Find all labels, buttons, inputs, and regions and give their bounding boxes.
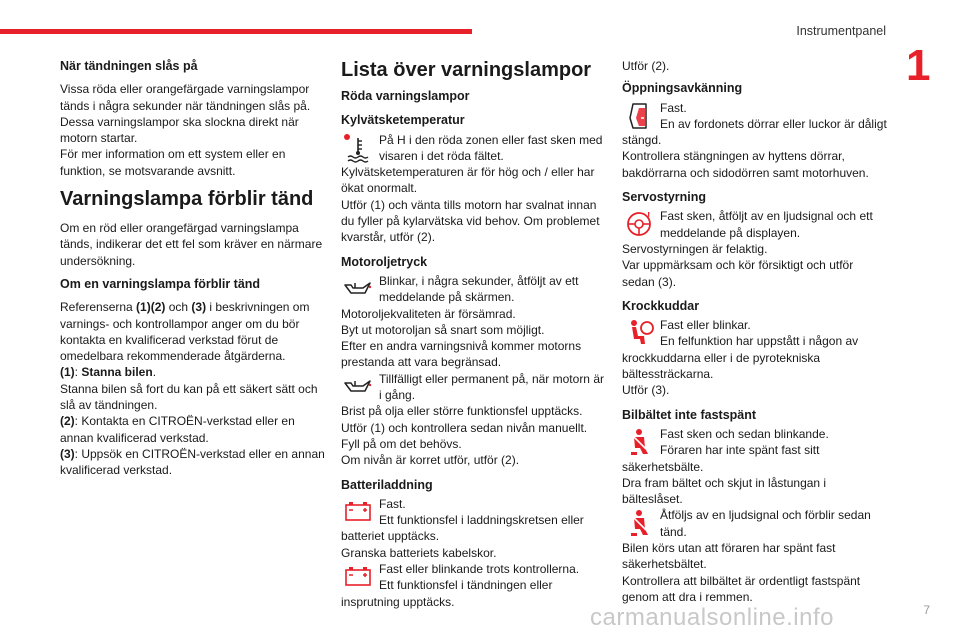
ignition-heading: När tändningen slås på — [60, 59, 198, 73]
door-lead-b: En av fordonets dörrar eller luckor är dåligt stängd. — [622, 116, 887, 148]
oil-text-5: Utför (1) och kontrollera sedan nivån manuellt. — [341, 420, 588, 435]
steering-title: Servostyrning — [622, 190, 707, 205]
chapter-number: 1 — [906, 41, 931, 90]
seatbelt-icon — [622, 426, 656, 458]
belt-lead-1b: Föraren har inte spänt fast sitt säkerhetsbälte. — [622, 443, 820, 474]
steering-text-2: Var uppmärksam och kör försiktigt och utför sedan (3). — [622, 258, 854, 289]
door-title: Öppningsavkänning — [622, 81, 743, 96]
column-right — [622, 58, 887, 605]
battery-lead-2: Fast eller blinkande trots kontrollerna. — [379, 562, 580, 577]
ignition-text-1: Vissa röda eller orangefärgade varningslampor tänds i några sekunder när tändningen slås på. Dessa varningslampor ska slockna direkt när motorn startar. — [60, 82, 311, 146]
references-paragraph: Referenserna (1)(2) och (3) i beskrivningen om varnings- och kontrollampor anger om du bör kontakta en kvalificerad verkstad förut de omedelbara rekommenderade åtgärderna. — [60, 300, 310, 364]
column-middle — [341, 58, 609, 610]
seatbelt-icon — [622, 507, 656, 539]
watermark: carmanualsonline.info — [590, 604, 834, 631]
battery-title: Batteriladdning — [341, 477, 433, 492]
stays-on-heading: Varningslampa förblir tänd — [60, 188, 314, 211]
battery-text-1: Granska batteriets kabelskor. — [341, 545, 497, 560]
door-lead: Fast. — [660, 100, 687, 115]
oil-lead-2: Tillfälligt eller permanent på, när motorn är i gång. — [379, 371, 604, 403]
airbag-title: Krockkuddar — [622, 298, 700, 313]
oil-text-1: Motoroljekvaliteten är försämrad. — [341, 306, 516, 321]
oil-text-4: Brist på olja eller större funktionsfel upptäcks. — [341, 404, 583, 419]
svg-text:!: ! — [647, 211, 651, 223]
belt-text-3: Kontrollera att bilbältet är ordentligt fastspänt genom att dra i remmen. — [622, 573, 861, 604]
battery-lead-1b: Ett funktionsfel i laddningskretsen eller batteriet upptäcks. — [341, 513, 584, 544]
section-title: Instrumentpanel — [796, 24, 886, 38]
ignition-text-2: För mer information om ett system eller en funktion, se motsvarande avsnitt. — [60, 147, 286, 178]
battery-lead-1: Fast. — [379, 496, 406, 511]
if-on-heading: Om en varningslampa förblir tänd — [60, 276, 261, 291]
note-1: (1): Stanna bilen. — [60, 365, 157, 380]
red-lamps-heading: Röda varningslampor — [341, 89, 470, 103]
power-steering-icon — [622, 208, 656, 240]
belt-lead-2: Åtföljs av en ljudsignal och förblir sedan tänd. — [660, 508, 871, 539]
belt-text-2: Bilen körs utan att föraren har spänt fast säkerhetsbältet. — [622, 541, 836, 572]
steering-lead: Fast sken, åtföljt av en ljudsignal och ett meddelande på displayen. — [660, 209, 873, 240]
oil-text-6: Fyll på om det behövs. — [341, 436, 462, 451]
coolant-text-1: Kylvätsketemperaturen är för hög och / eller har ökat onormalt. — [341, 165, 595, 196]
coolant-text-2: Utför (1) och vänta tills motorn har svalnat innan du fyller på kylarvätska vid behov. Om problemet kvarstår, utför (2). — [341, 197, 600, 245]
coolant-lead: På H i den röda zonen eller fast sken med visaren i det röda fältet. — [379, 132, 603, 163]
note-1-text: Stanna bilen så fort du kan på ett säkert sätt och slå av tändningen. — [60, 381, 318, 413]
steering-text-1: Servostyrningen är felaktig. — [622, 241, 768, 256]
door-text-1: Kontrollera stängningen av hyttens dörrar, bakdörrarna och sidodörren samt motorhuven. — [622, 149, 869, 180]
belt-title: Bilbältet inte fastspänt — [622, 407, 757, 422]
oil-text-7: Om nivån är korret utför, utför (2). — [341, 453, 520, 468]
header-accent-bar — [0, 29, 472, 34]
airbag-icon — [622, 317, 656, 349]
coolant-temperature-icon — [341, 132, 375, 164]
stays-on-text: Om en röd eller orangefärgad varningslampa tänds, indikerar det ett fel som kräver en närmare undersökning. — [60, 221, 323, 268]
open-door-icon — [622, 100, 656, 132]
oil-can-icon — [341, 371, 375, 403]
oil-lead-1: Blinkar, i några sekunder, åtföljt av ett meddelande på skärmen. — [379, 273, 579, 305]
oil-text-2: Byt ut motoroljan så snart som möjligt. — [341, 322, 545, 337]
battery-lead-2b: Ett funktionsfel i tändningen eller insprutning upptäcks. — [341, 578, 553, 609]
carry-over-text: Utför (2). — [622, 59, 670, 73]
coolant-title: Kylvätsketemperatur — [341, 113, 465, 128]
column-left — [60, 58, 325, 479]
page-number: 7 — [923, 603, 930, 617]
note-2: (2): Kontakta en CITROËN-verkstad eller en annan kvalificerad verkstad. — [60, 414, 295, 445]
airbag-lead: Fast eller blinkar. — [660, 318, 751, 333]
airbag-text-1: Utför (3). — [622, 383, 670, 398]
oil-can-icon — [341, 273, 375, 305]
belt-text-1: Dra fram bältet och skjut in låstungan i bälteslåset. — [622, 475, 827, 507]
note-3: (3): Uppsök en CITROËN-verkstad eller en annan kvalificerad verkstad. — [60, 446, 325, 478]
airbag-lead-b: En felfunktion har uppstått i någon av krockkuddarna eller i de pyrotekniska bältessträckarna. — [622, 334, 859, 382]
battery-icon — [341, 561, 375, 593]
oil-text-3: Efter en andra varningsnivå kommer motorns prestanda att vara begränsad. — [341, 339, 582, 370]
belt-lead-1: Fast sken och sedan blinkande. — [660, 426, 829, 441]
oil-title: Motoroljetryck — [341, 254, 428, 269]
warning-list-heading: Lista över varningslampor — [341, 59, 592, 81]
battery-icon — [341, 496, 375, 528]
